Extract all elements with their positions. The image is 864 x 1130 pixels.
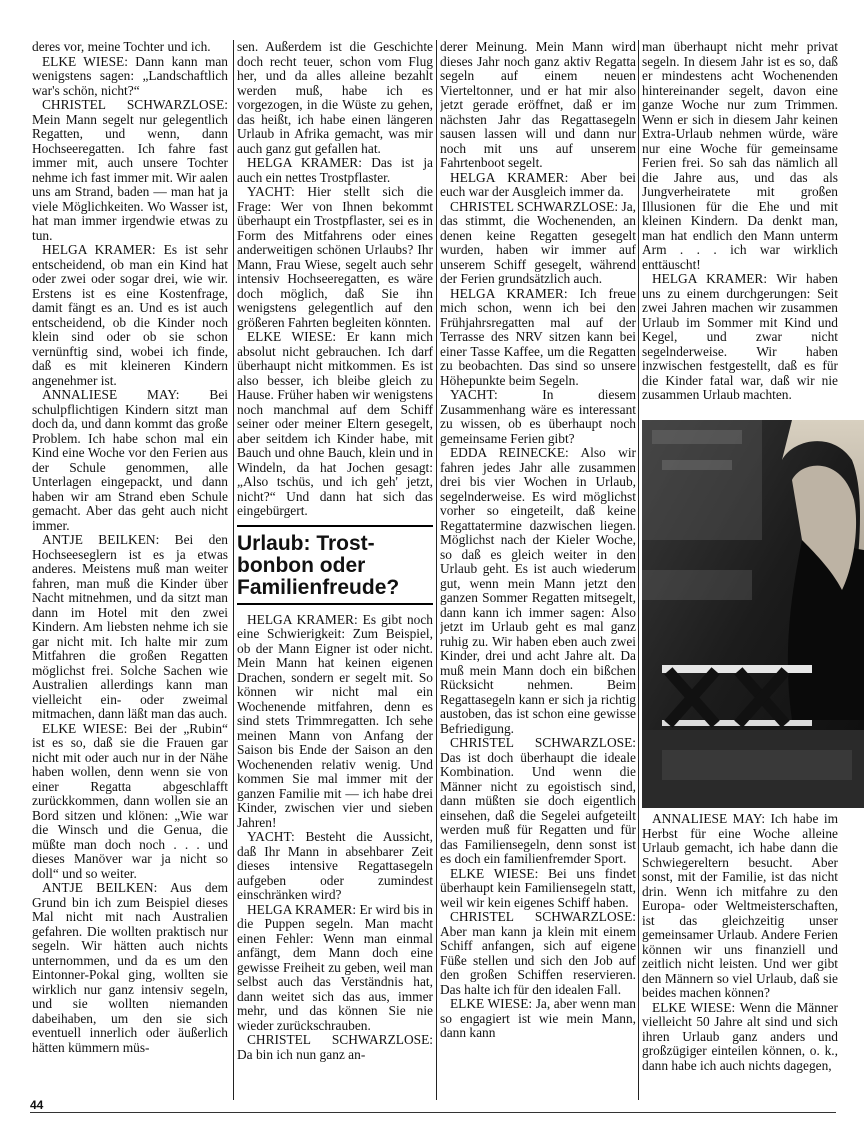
paragraph: ANNALIESE MAY: Ich habe im Herbst für eine Woche alleine Urlaub gemacht, ich habe dann die Schwiegereltern besucht. Aber sonst, mit der Familie, ist das nicht drin. Wenn ich mitfahre zu den Europa- oder Weltmeisterschaften, ist das gleichzeitig unser gemeinsamer Urlaub. Andere Ferien können wir uns finanziell und zeitlich nicht leisten. Und wer gibt den Männern so viel Urlaub, daß sie beides machen können? — [642, 812, 838, 1000]
paragraph: CHRISTEL SCHWARZLOSE: Ja, das stimmt, die Wochenenden, an denen keine Regatten gesegelt wurden, haben wir immer auf unserem Schiff gesegelt, während der Ferien grundsätzlich auch. — [440, 198, 636, 286]
text-column-2 — [237, 40, 433, 1102]
paragraph: ANTJE BEILKEN: Bei den Hochseeseglern ist es ja etwas anderes. Meistens muß man weiter fahren, man muß die Kinder über Nacht mitnehmen, und da sitzt man dann im Hotel mit den zwei Kindern. Am liebsten nehme ich sie gar nicht mit. Ich halte mir zum Mitfahren die großen Regatten möglichst frei. Solche Sachen wie Australien allerdings kann man vielleicht ein- oder zweimal mitmachen, dann läßt man das auch. — [32, 532, 228, 721]
column-rule — [638, 40, 639, 1100]
paragraph: CHRISTEL SCHWARZLOSE: Aber man kann ja klein mit einem Schiff anfangen, sich auf eigene Füße stellen und sich den Job auf den großen Schiffen reservieren. Das halte ich für den idealen Fall. — [440, 909, 636, 997]
paragraph: ANNALIESE MAY: Bei schulpflichtigen Kindern sitzt man doch da, und dann kommt das große Problem. Ich habe schon mal ein Kind eine Woche vor den Ferien aus der Schule genommen, alle Unterlagen eingepackt, und dann haben wir am Strand eben Schule gemacht. Aber das geht auch nicht immer. — [32, 387, 228, 533]
paragraph: HELGA KRAMER: Das ist ja auch ein nettes Trostpflaster. — [237, 155, 433, 185]
photo-woman-at-regatta-icon — [642, 420, 864, 808]
paragraph: HELGA KRAMER: Es ist sehr entscheidend, ob man ein Kind hat oder zwei oder sogar drei, wie wir. Erstens ist es eine Kostenfrage, damit fängt es an. Und es ist auch entscheidend, ob die Kinder noch klein sind oder ob sie schon vernünftig sind, wobei ich finde, daß es mit kleineren Kindern angenehmer ist. — [32, 242, 228, 388]
text-column-3 — [440, 40, 636, 1102]
paragraph: deres vor, meine Tochter und ich. — [32, 40, 211, 54]
paragraph: HELGA KRAMER: Wir haben uns zu einem durchgerungen: Seit zwei Jahren machen wir zusammen Urlaub im Sommer mit Kind und Kegel, und zwar nicht segelnderweise. Wir haben inzwischen festgestellt, daß es für die Kinder fatal war, daß wir nie zusammen Urlaub machten. — [642, 271, 838, 402]
paragraph: ELKE WIESE: Dann kann man wenigstens sagen: „Landschaftlich war's schön, nicht?“ — [32, 53, 228, 98]
paragraph: HELGA KRAMER: Ich freue mich schon, wenn ich bei den Frühjahrsregatten mal auf der Terrasse des NRV sitzen kann bei einer Tasse Kaffee, um die Regatten zu beobachten. Das sind so unsere Höhepunkte beim Segeln. — [440, 285, 636, 388]
paragraph: CHRISTEL SCHWARZLOSE: Das ist doch überhaupt die ideale Kombination. Und wenn die Männer nicht zu egoistisch sind, dann müßten sie doch eigentlich einsehen, daß die Segelei aufgeteilt werden muß für Regatten und für das Familiensegeln, denn sonst ist es doch ein familienfremder Sport. — [440, 735, 636, 866]
page-number: 44 — [30, 1098, 44, 1112]
paragraph: ELKE WIESE: Wenn die Männer vielleicht 50 Jahre alt sind und sich ihren Urlaub ganz anders und großzügiger einteilen können, o. k., dann habe ich auch nichts dagegen, — [642, 999, 838, 1073]
text-column-4-top — [642, 40, 838, 420]
paragraph: ELKE WIESE: Ja, aber wenn man so engagiert ist wie mein Mann, dann kann — [440, 996, 636, 1040]
text-column-1 — [32, 40, 228, 1102]
footer-rule — [30, 1112, 836, 1113]
paragraph: YACHT: Besteht die Aussicht, daß Ihr Mann in absehbarer Zeit dieses intensive Regattasegeln aufgeben oder zumindest einschränken wird? — [237, 829, 433, 902]
paragraph: derer Meinung. Mein Mann wird dieses Jahr noch ganz aktiv Regatta segeln auf einem neuen Vierteltonner, und er hat mir also jetzt gerade eröffnet, daß er im nächsten Jahr das Regattasegeln sausen lassen will und dann nur noch mit uns auf unserem Fahrtenboot segelt. — [440, 40, 636, 170]
paragraph: HELGA KRAMER: Aber bei euch war der Ausgleich immer da. — [440, 169, 636, 199]
paragraph: ELKE WIESE: Bei der „Rubin“ ist es so, daß sie die Frauen gar nicht mit oder auch nur in der Nähe haben wollen, denn wenn sie von einer Regatta abgeschlafft zurückkommen, dann wollen sie an Bord sitzen und klönen: „Wie war die Winsch und die Genua, die müßte man doch noch . . . und dieses Manöver war ja nicht so doll“ und so weiter. — [32, 720, 228, 881]
paragraph: HELGA KRAMER: Es gibt noch eine Schwierigkeit: Zum Beispiel, ob der Mann Eigner ist oder nicht. Mein Mann hat keinen eigenen Drachen, sondern er segelt mit. So können wir nicht mal ein Wochenende mitfahren, denn es sind stets Trimmregatten. Ich sehe meinen Mann von Anfang der Saison bis Ende der Saison an den Wochenenden relativ wenig. Und kommen Sie mal immer mit der ganzen Familie mit — ich habe drei Kinder, zwischen vier und sieben Jahren! — [237, 611, 433, 830]
paragraph: ANTJE BEILKEN: Aus dem Grund bin ich zum Beispiel dieses Mal nicht mit nach Australien gefahren. Die wollten praktisch nur segeln. Wir hätten auch nichts unternommen, und da es um den Eintonner-Pokal ging, wollten sie wirklich nur ganz intensiv segeln, und sie wollten niemanden dabeihaben, um den sie sich eventuell innerlich oder äußerlich hätten kümmern müs- — [32, 880, 228, 1055]
column-2-text-top — [237, 40, 433, 519]
text-column-4-bottom — [642, 812, 838, 1102]
paragraph: CHRISTEL SCHWARZLOSE: Mein Mann segelt nur gelegentlich Regatten, und wenn, dann Hochseeregatten. Ich fahre fast immer mit, auch unsere Tochter nehme ich fast immer mit. Wir aalen uns am Strand, baden — man hat ja viele Möglichkeiten. Wo Wasser ist, hat man immer irgendwie etwas zu tun. — [32, 97, 228, 243]
column-rule — [233, 40, 234, 1100]
paragraph: YACHT: Hier stellt sich die Frage: Wer von Ihnen bekommt überhaupt ein Trostpflaster, sei es in Form des Mitfahrens oder eines anderweitigen schönen Urlaubs? Ihr Mann, Frau Wiese, segelt auch sehr intensiv Hochseeregatten, es wäre doch möglich, daß Sie ihn wenigstens gelegentlich auf den größeren Fahrten begleiten könnten. — [237, 184, 433, 330]
column-rule — [436, 40, 437, 1100]
paragraph: EDDA REINECKE: Also wir fahren jedes Jahr alle zusammen drei bis vier Wochen in Urlaub, segelnderweise. Es wird möglichst vorher so eingeteilt, daß keine Regattatermine dazwischen liegen. Möglichst nach der Kieler Woche, so daß es gleich weiter in den Urlaub geht. Es ist auch wiederum gut, wenn mein Mann jetzt den ganzen Sommer Regatten mitsegelt, dann kann ich immer sagen: Also jetzt im Urlaub geht es mal ganz ruhig zu. Wir haben eben auch zwei Kinder, drei und acht Jahre alt. Da muß mein Mann doch ein bißchen Rücksicht nehmen. Beim Regattasegeln kann er sich ja richtig austoben, das ist schon eine gewisse Befriedigung. — [440, 445, 636, 736]
column-2-text-bottom — [237, 613, 433, 1063]
paragraph: CHRISTEL SCHWARZLOSE: Da bin ich nun ganz an- — [237, 1032, 433, 1062]
paragraph: man überhaupt nicht mehr privat segeln. In diesem Jahr ist es so, daß er mindestens acht Wochenenden hintereinander segelt, davon eine ganze Woche nur zum Trimmen. Wenn er sich in diesem Jahr keinen Extra-Urlaub nehmen würde, wäre nur eine Woche für gemeinsame Ferien frei. So sah das nämlich all die Jahre aus, und das als Jungverheiratete mit großen Illusionen für die Ehe und mit kleinen Kindern. Da denkt man, man hat endlich den Mann unterm Arm . . . ich war wirklich enttäuscht! — [642, 40, 838, 272]
paragraph: ELKE WIESE: Bei uns findet überhaupt kein Familiensegeln statt, weil wir kein eigenes Schiff haben. — [440, 865, 636, 910]
paragraph: HELGA KRAMER: Er wird bis in die Puppen segeln. Man macht einen Fehler: Wenn man einmal anfängt, dem Mann doch eine gewisse Freiheit zu geben, weil man selbst auch das Verständnis hat, dann weitet sich das aus, immer mehr, und das können Sie nie wieder zurückschrauben. — [237, 901, 433, 1033]
section-headline: Urlaub: Trost-bonbon oder Familienfreude? — [237, 525, 433, 605]
paragraph: ELKE WIESE: Er kann mich absolut nicht gebrauchen. Ich darf überhaupt nicht mitkommen. Es ist also besser, ich bleibe gleich zu Hause. Früher haben wir wenigstens noch manchmal auf dem Schiff seiner oder meiner Eltern gesegelt, aber seitdem ich Kinder habe, mit Bauch und ohne Bauch, klein und in Windeln, da hat Jochen gesagt: „Also tschüs, und ich geh' jetzt, nicht?“ Und dann hat sich das eingebürgert. — [237, 329, 433, 518]
paragraph: YACHT: In diesem Zusammenhang wäre es interessant zu wissen, ob es überhaupt noch gemeinsame Ferien gibt? — [440, 387, 636, 446]
paragraph: sen. Außerdem ist die Geschichte doch recht teuer, schon vom Flug her, und da alles alleine bezahlt werden muß, habe ich es vorgezogen, in die Wüste zu gehen, das heißt, ich habe einen längeren Urlaub in Afrika gemacht, was mir auch ganz gut gefallen hat. — [237, 40, 433, 156]
